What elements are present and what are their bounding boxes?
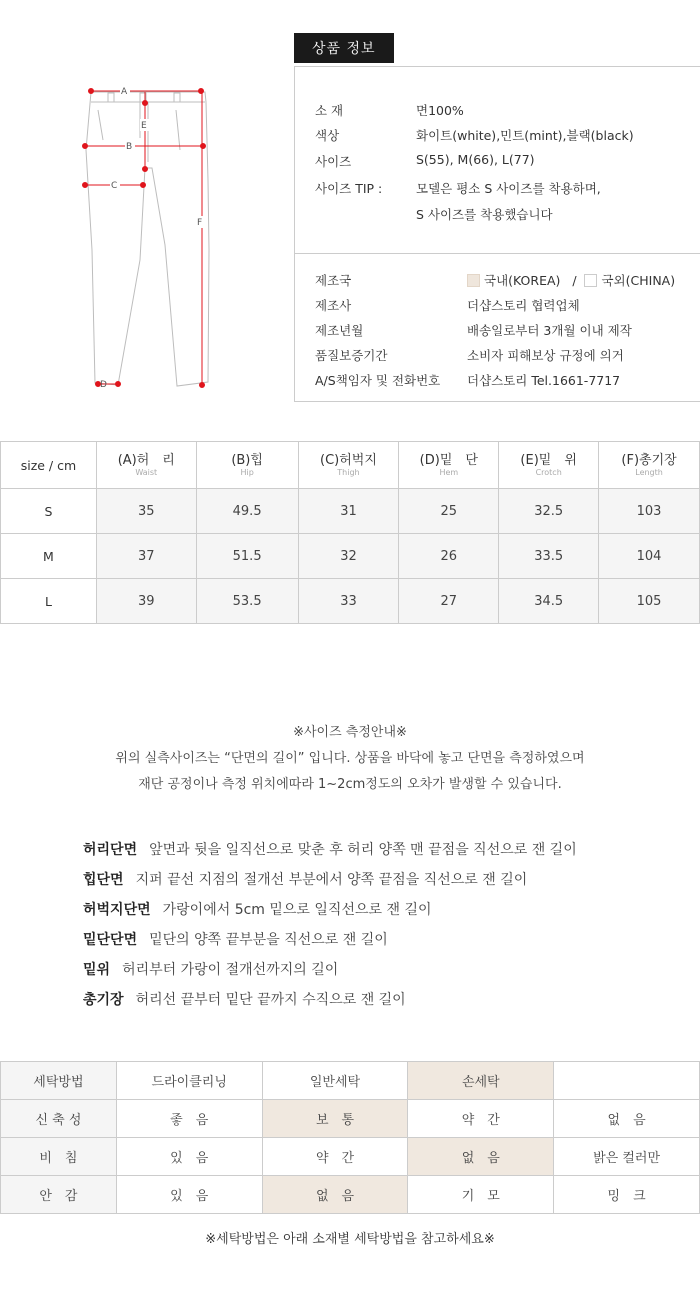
table-cell: 33.5 [499,534,599,579]
product-info-box [294,66,700,402]
origin-china: 국외(CHINA) [601,273,676,288]
size-table-corner: size / cm [1,442,97,489]
label-a: A [121,87,128,97]
header-crotch: (E)밑 위 Crotch [499,442,599,489]
label-f: F [197,218,203,228]
wash-care-table [0,1061,700,1214]
size-value: S(55), M(66), L(77) [416,152,535,167]
lining-label: 안 감 [1,1176,117,1214]
size-table-header [1,442,700,489]
notice-title: ※사이즈 측정안내※ [293,725,407,740]
measurement-definitions [83,835,577,1015]
definition-term: 허리단면 [83,842,138,858]
origin-options [467,271,675,289]
table-row [1,534,700,579]
origin-korea: 국내(KOREA) [484,273,561,288]
pants-measurement-diagram [70,80,220,400]
table-cell: 좋 음 [116,1100,262,1138]
size-label-l: L [1,579,97,624]
table-cell: 없 음 [554,1100,700,1138]
notice-line-2: 재단 공정이나 측정 위치에따라 1~2cm정도의 오차가 발생할 수 있습니다. [138,777,562,792]
definition-desc: 지퍼 끝선 지점의 절개선 부분에서 양쪽 끝점을 직선으로 잰 길이 [135,872,528,888]
table-row [1,1062,700,1100]
product-info-title: 상품 정보 [294,33,394,63]
definition-row [83,865,577,895]
table-cell: 25 [399,489,499,534]
table-cell [554,1062,700,1100]
table-cell: 53.5 [196,579,298,624]
header-waist: (A)허 리 Waist [96,442,196,489]
table-cell: 밝은 컬러만 [554,1138,700,1176]
size-label-m: M [1,534,97,579]
manufacture-date-label: 제조년월 [315,323,364,338]
definition-desc: 앞면과 뒷을 일직선으로 맞춘 후 허리 양쪽 맨 끝점을 직선으로 잰 길이 [149,842,577,858]
definition-desc: 허리부터 가랑이 절개선까지의 길이 [122,962,339,978]
table-cell: 103 [599,489,700,534]
definition-desc: 가랑이에서 5cm 밑으로 일직선으로 잰 길이 [162,902,432,918]
table-cell: 37 [96,534,196,579]
origin-label: 제조국 [315,273,352,288]
definition-term: 총기장 [83,992,124,1008]
definition-term: 허벅지단면 [83,902,151,918]
header-thigh: (C)허벅지 Thigh [298,442,399,489]
table-cell: 있 음 [116,1176,262,1214]
table-cell-selected: 없 음 [408,1138,554,1176]
sheer-label: 비 침 [1,1138,117,1176]
table-cell: 기 모 [408,1176,554,1214]
size-notice [0,720,700,798]
definition-row [83,925,577,955]
material-value: 면100% [416,103,464,118]
wash-footnote: ※세탁방법은 아래 소재별 세탁방법을 참고하세요※ [205,1232,495,1247]
wash-method-label: 세탁방법 [1,1062,117,1100]
table-cell-selected: 손세탁 [408,1062,554,1100]
table-cell: 33 [298,579,399,624]
label-c: C [111,181,118,191]
definition-term: 힙단면 [83,872,124,888]
header-length: (F)총기장 Length [599,442,700,489]
notice-line-1: 위의 실측사이즈는 “단면의 길이” 입니다. 상품을 바닥에 놓고 단면을 측정하였으며 [115,751,585,766]
definition-row [83,835,577,865]
definition-row [83,955,577,985]
origin-slash: / [572,273,577,288]
table-cell: 있 음 [116,1138,262,1176]
definition-term: 밑단단면 [83,932,138,948]
checkbox-china[interactable] [584,274,597,287]
label-b: B [126,142,133,152]
material-label: 소 재 [315,103,344,118]
color-label: 색상 [315,128,340,143]
warranty-value: 소비자 피해보상 규정에 의거 [467,348,624,363]
stretch-label: 신 축 성 [1,1100,117,1138]
table-cell: 39 [96,579,196,624]
table-cell: 32 [298,534,399,579]
table-row [1,1176,700,1214]
table-row [1,579,700,624]
size-label-s: S [1,489,97,534]
definition-row [83,895,577,925]
table-cell: 34.5 [499,579,599,624]
color-value: 화이트(white),민트(mint),블랙(black) [416,128,634,143]
table-row [1,1100,700,1138]
warranty-label: 품질보증기간 [315,348,388,363]
table-row [1,1138,700,1176]
definition-row [83,985,577,1015]
as-contact-value: 더샵스토리 Tel.1661-7717 [467,373,621,388]
definition-term: 밑위 [83,962,111,978]
size-tip-value: 모델은 평소 S 사이즈를 착용하며, [416,181,601,196]
checkbox-korea[interactable] [467,274,480,287]
table-cell: 드라이클리닝 [116,1062,262,1100]
as-contact-label: A/S책임자 및 전화번호 [315,373,441,388]
table-cell: 약 간 [408,1100,554,1138]
size-table [0,441,700,624]
table-cell-selected: 보 통 [262,1100,408,1138]
label-d: D [100,380,107,390]
header-hem: (D)밑 단 Hem [399,442,499,489]
table-cell: 약 간 [262,1138,408,1176]
table-cell: 27 [399,579,499,624]
size-label: 사이즈 [315,154,352,169]
table-cell-selected: 없 음 [262,1176,408,1214]
label-e: E [141,121,147,131]
manufacturer-label: 제조사 [315,298,352,313]
table-cell: 104 [599,534,700,579]
table-cell: 35 [96,489,196,534]
manufacturer-value: 더샵스토리 협력업체 [467,298,580,313]
info-divider [295,253,700,254]
table-cell: 105 [599,579,700,624]
definition-desc: 밑단의 양쪽 끝부분을 직선으로 잰 길이 [149,932,388,948]
size-tip-value-2: S 사이즈를 착용했습니다 [416,207,553,222]
manufacture-date-value: 배송일로부터 3개월 이내 제작 [467,323,632,338]
table-cell: 49.5 [196,489,298,534]
table-cell: 26 [399,534,499,579]
table-cell: 32.5 [499,489,599,534]
table-row [1,489,700,534]
table-cell: 일반세탁 [262,1062,408,1100]
table-cell: 31 [298,489,399,534]
definition-desc: 허리선 끝부터 밑단 끝까지 수직으로 잰 길이 [135,992,406,1008]
table-cell: 밍 크 [554,1176,700,1214]
header-hip: (B)힙 Hip [196,442,298,489]
size-tip-label: 사이즈 TIP : [315,181,383,196]
table-cell: 51.5 [196,534,298,579]
